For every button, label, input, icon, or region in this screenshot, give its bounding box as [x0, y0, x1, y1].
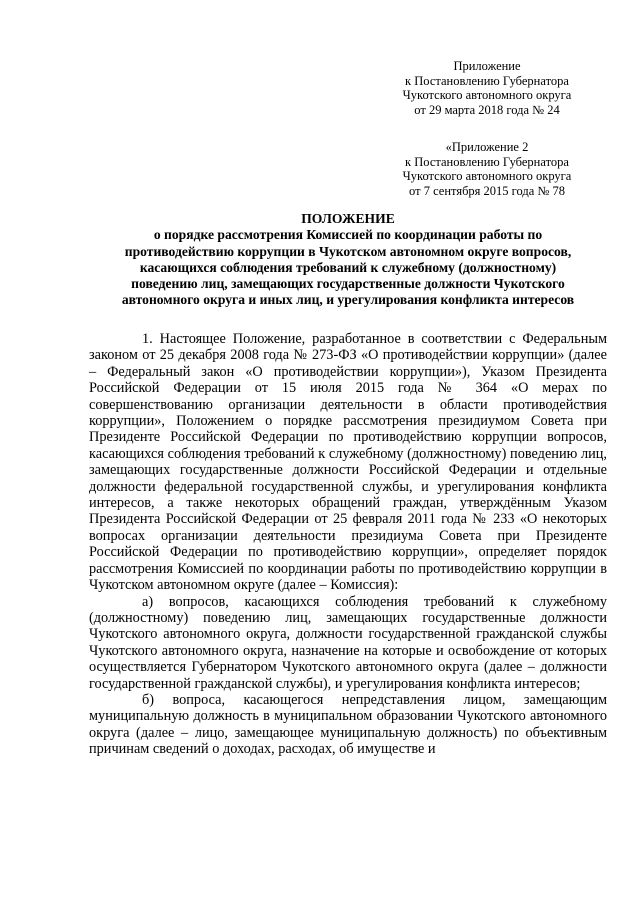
document-title: [80, 211, 616, 309]
title-heading: ПОЛОЖЕНИЕ: [301, 211, 395, 226]
attachment-note-previous: [357, 140, 617, 198]
attachment-region: Чукотского автономного округа: [402, 169, 572, 183]
attachment-region: Чукотского автономного округа: [402, 88, 572, 102]
title-line: противодействию коррупции в Чукотском автономном округе вопросов,: [124, 243, 572, 259]
attachment-label: «Приложение 2: [445, 140, 529, 154]
attachment-resolution-ref: к Постановлению Губернатора: [405, 154, 569, 169]
attachment-resolution-ref: к Постановлению Губернатора: [405, 73, 569, 88]
paragraph-a: а) вопросов, касающихся соблюдения требований к служебному (должностному) поведению лиц, замещающих государственные должности Чукотского автономного округа, должности государственной гражданской службы Чукотского автономного округа, назначение на которые и освобождение от которых осуществляется Губернатором Чукотского автономного округа (далее – должности государственной гражданской службы), и урегулирования конфликта интересов;: [89, 593, 607, 692]
title-line: о порядке рассмотрения Комиссией по координации работы по: [153, 227, 543, 243]
title-line: касающихся соблюдения требований к служебному (должностному): [139, 259, 557, 275]
document-body: [89, 331, 607, 758]
title-line: автономного округа и иных лиц, и урегулирования конфликта интересов: [121, 292, 575, 308]
attachment-label: Приложение: [453, 59, 521, 73]
attachment-date-number: от 29 марта 2018 года № 24: [414, 102, 560, 117]
paragraph-1: 1. Настоящее Положение, разработанное в соответствии с Федеральным законом от 25 декабря 2008 года № 273-ФЗ «О противодействии коррупции» (далее – Федеральный закон «О противодействии коррупции»), Указом Президента Российской Федерации от 15 июля 2015 года № 364 «О мерах по совершенствованию организации деятельности в области противодействия коррупции», Положением о порядке рассмотрения президиумом Совета при Президенте Российской Федерации по противодействию коррупции вопросов, касающихся соблюдения требований к служебному (должностному) поведению лиц, замещающих государственные должности Российской Федерации и отдельные должности федеральной государственной службы, и урегулирования конфликта интересов, а также некоторых обращений граждан, утверждённым Указом Президента Российской Федерации от 25 февраля 2011 года № 233 «О некоторых вопросах организации деятельности президиума Совета при Президенте Российской Федерации по противодействию коррупции», определяет порядок рассмотрения Комиссией по координации работы по противодействию коррупции в Чукотском автономном округе (далее – Комиссия):: [89, 331, 607, 594]
title-line: поведению лиц, замещающих государственные должности Чукотского: [131, 276, 565, 292]
attachment-note-current: [357, 59, 617, 117]
paragraph-b: б) вопроса, касающегося непредставления лицом, замещающим муниципальную должность в муниципальном образовании Чукотского автономного округа (далее – лицо, замещающее муниципальную должность) по объективным причинам сведений о доходах, расходах, об имуществе и: [89, 691, 607, 758]
attachment-date-number: от 7 сентября 2015 года № 78: [409, 183, 565, 198]
